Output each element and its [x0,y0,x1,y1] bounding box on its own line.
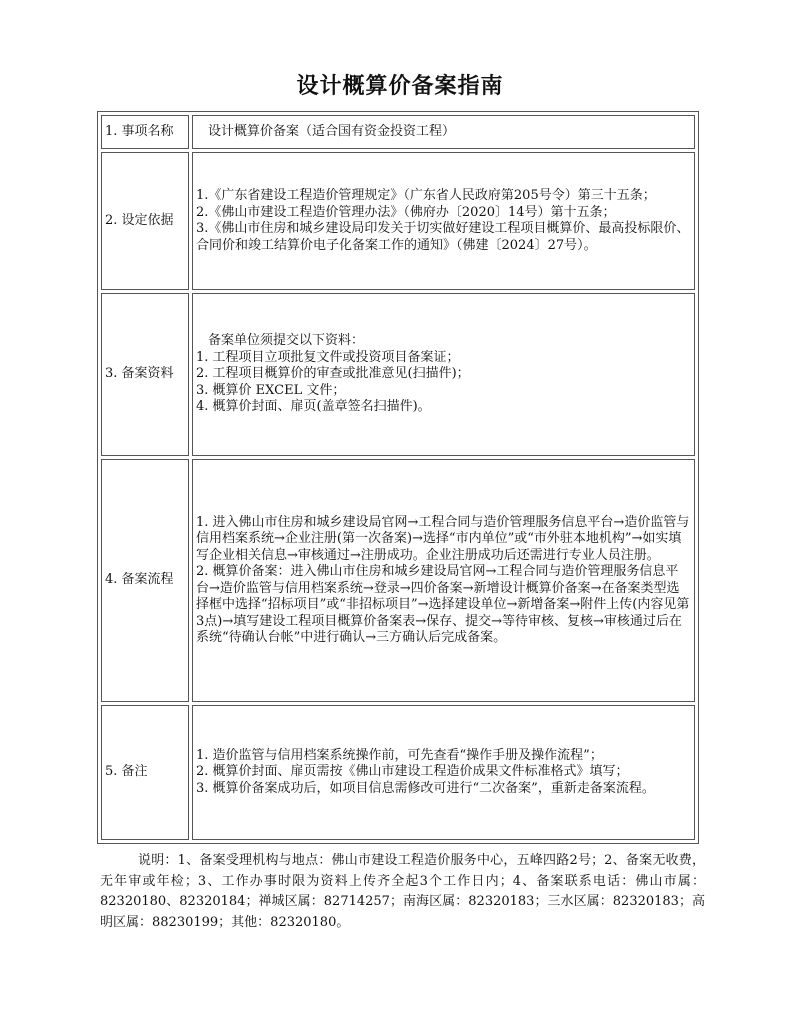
row-label: 4. 备案流程 [101,459,189,702]
materials-line: 2. 工程项目概算价的审查或批准意见(扫描件)； [196,366,470,382]
row-label: 5. 备注 [101,705,189,840]
basis-line: 1.《广东省建设工程造价管理规定》（广东省人民政府第205号令）第三十五条； [196,188,656,203]
materials-line: 3. 概算价 EXCEL 文件； [196,382,346,398]
item-name-text: 设计概算价备案（适合国有资金投资工程） [208,123,456,139]
remark-line: 1. 造价监管与信用档案系统操作前，可先查看“操作手册及操作流程”； [196,747,603,763]
table-row [101,152,695,290]
row-label: 1. 事项名称 [101,115,189,149]
row-label: 2. 设定依据 [101,152,189,290]
row-content [192,115,695,149]
row-content [192,293,695,456]
row-content [192,152,695,290]
process-step: 2. 概算价备案：进入佛山市住房和城乡建设局官网→工程合同与造价管理服务信息平台→造价监管与信用档案系统→登录→四价备案→新增设计概算价备案→在备案类型选择框中选择“招标项目”或“非招标项目”→选择建设单位→新增备案→附件上传(内容见第3点)→填写建设工程项目概算价备案表→保存、提交→等待审核、复核→审核通过后在系统“待确认台帐”中进行确认→三方确认后完成备案。 [196,564,690,645]
notes-paragraph: 说明：1、备案受理机构与地点：佛山市建设工程造价服务中心，五峰四路2号；2、备案无收费，无年审或年检；3、工作办事时限为资料上传齐全起3个工作日内；4、备案联系电话：佛山市属：82320180、82320184；禅城区属：82714257；南海区属：82320183；三水区属：82320183；高明区属：88230199；其他：82320180。 [100,853,705,930]
row-content [192,705,695,840]
remark-line: 2. 概算价封面、扉页需按《佛山市建设工程造价成果文件标准格式》填写； [196,764,629,780]
materials-line: 1. 工程项目立项批复文件或投资项目备案证； [196,349,460,365]
materials-line: 4. 概算价封面、扉页(盖章签名扫描件)。 [196,399,431,415]
page-title: 设计概算价备案指南 [296,74,504,99]
basis-line: 2.《佛山市建设工程造价管理办法》（佛府办〔2020〕14号）第十五条； [196,204,616,220]
row-label: 3. 备案资料 [101,293,189,456]
notes-section [100,851,705,933]
table-row [101,293,695,456]
process-step: 1. 进入佛山市住房和城乡建设局官网→工程合同与造价管理服务信息平台→造价监管与信用档案系统→企业注册(第一次备案)→选择“市内单位”或“市外驻本地机构”→如实填写企业相关信息→审核通过→注册成功。企业注册成功后还需进行专业人员注册。 [196,514,690,563]
basis-line: 3.《佛山市住房和城乡建设局印发关于切实做好建设工程项目概算价、最高投标限价、合同价和竣工结算价电子化备案工作的通知》（佛建〔2024〕27号）。 [196,221,690,253]
guide-table [97,111,699,844]
remark-line: 3. 概算价备案成功后，如项目信息需修改可进行“二次备案”，重新走备案流程。 [196,780,655,796]
row-content [192,459,695,702]
table-row [101,115,695,149]
table-row [101,705,695,840]
materials-intro: 备案单位须提交以下资料： [208,333,365,349]
table-row [101,459,695,702]
